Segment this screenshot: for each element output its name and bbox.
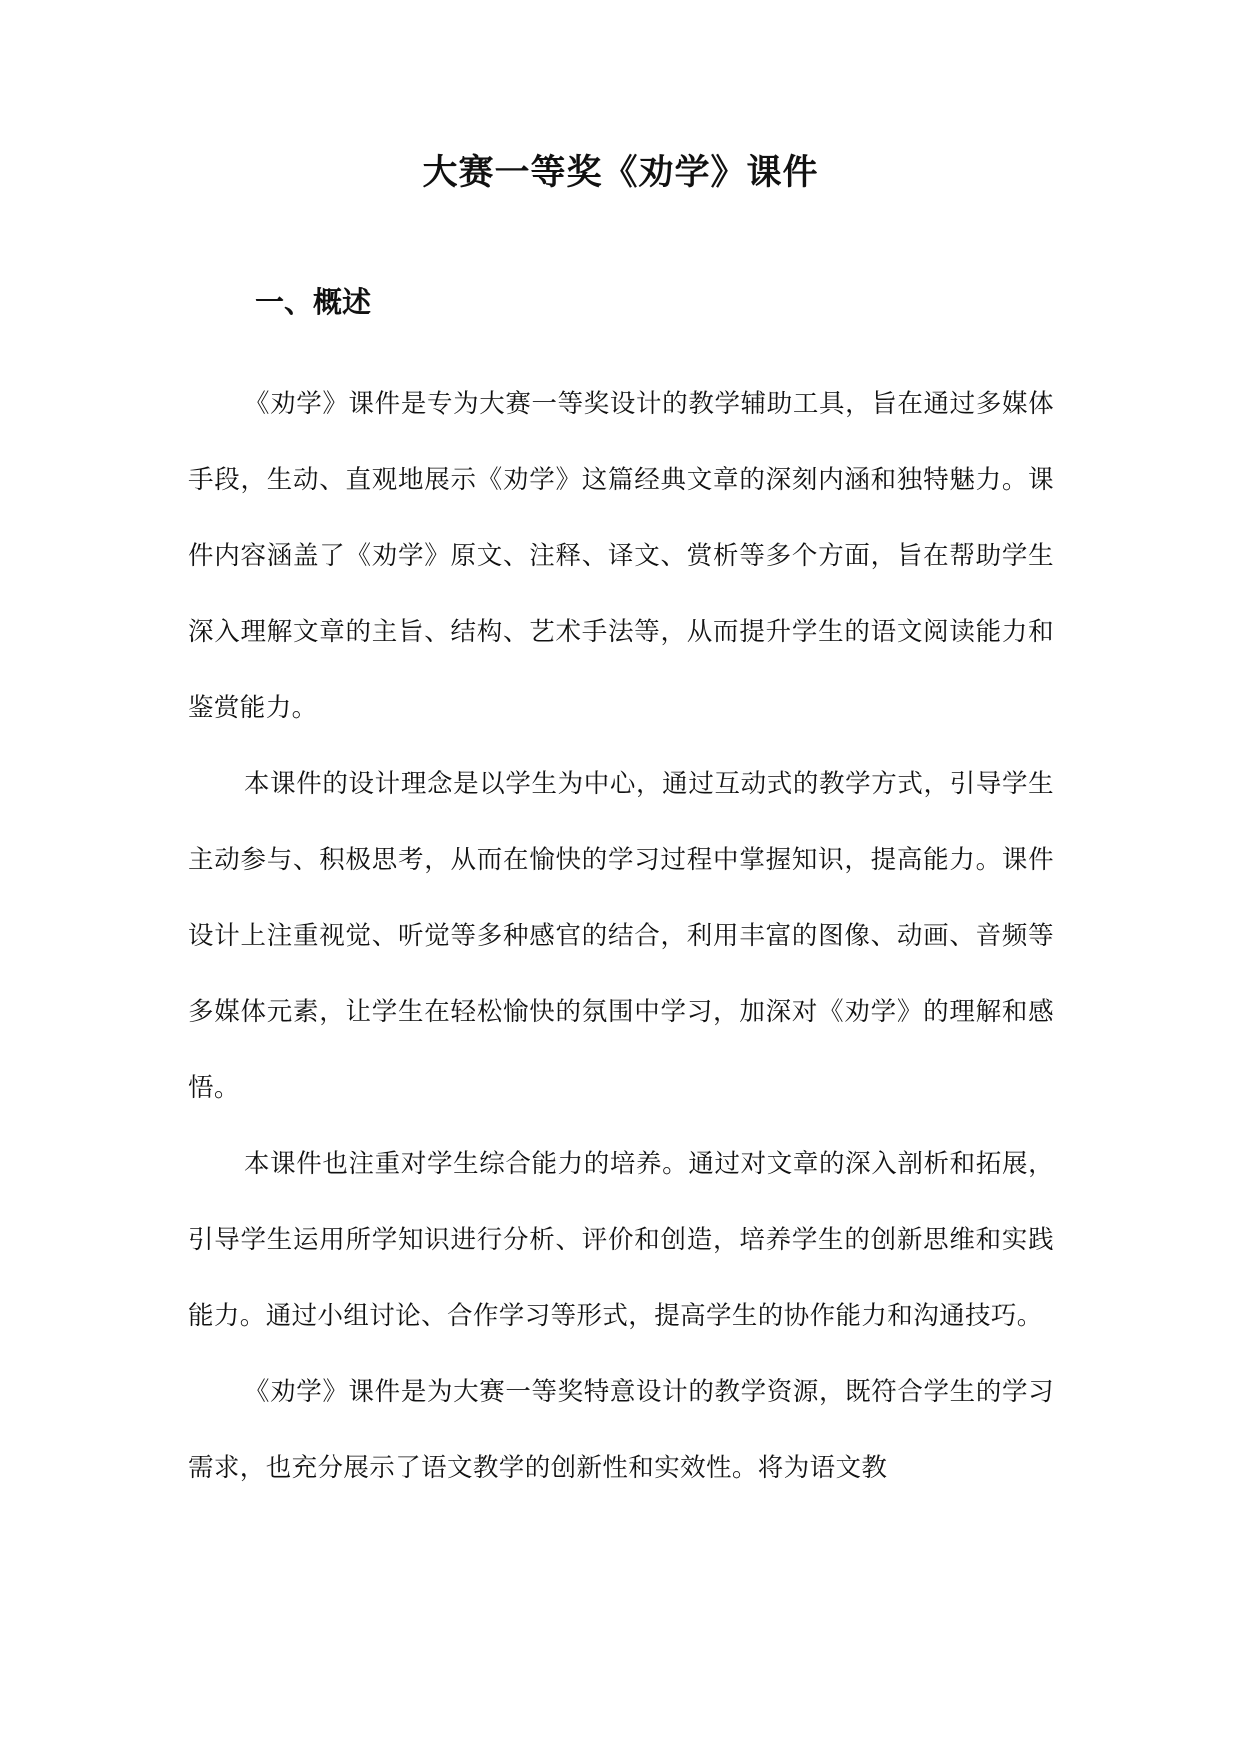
- paragraph-4: 《劝学》课件是为大赛一等奖特意设计的教学资源，既符合学生的学习需求，也充分展示了语文教学的创新性和实效性。将为语文教: [188, 1377, 1054, 1483]
- paragraph-1: 《劝学》课件是专为大赛一等奖设计的教学辅助工具，旨在通过多媒体手段，生动、直观地展示《劝学》这篇经典文章的深刻内涵和独特魅力。课件内容涵盖了《劝学》原文、注释、译文、赏析等多个方面，旨在帮助学生深入理解文章的主旨、结构、艺术手法等，从而提升学生的语文阅读能力和鉴赏能力。: [188, 389, 1054, 723]
- paragraph-3: 本课件也注重对学生综合能力的培养。通过对文章的深入剖析和拓展，引导学生运用所学知识进行分析、评价和创造，培养学生的创新思维和实践能力。通过小组讨论、合作学习等形式，提高学生的协作能力和沟通技巧。: [188, 1149, 1054, 1331]
- section-body: [188, 366, 1054, 1506]
- document-title: 大赛一等奖《劝学》课件: [422, 153, 819, 193]
- section-heading-overview: 一、概述: [255, 285, 372, 319]
- paragraph-2: 本课件的设计理念是以学生为中心，通过互动式的教学方式，引导学生主动参与、积极思考，从而在愉快的学习过程中掌握知识，提高能力。课件设计上注重视觉、听觉等多种感官的结合，利用丰富的图像、动画、音频等多媒体元素，让学生在轻松愉快的氛围中学习，加深对《劝学》的理解和感悟。: [188, 769, 1054, 1103]
